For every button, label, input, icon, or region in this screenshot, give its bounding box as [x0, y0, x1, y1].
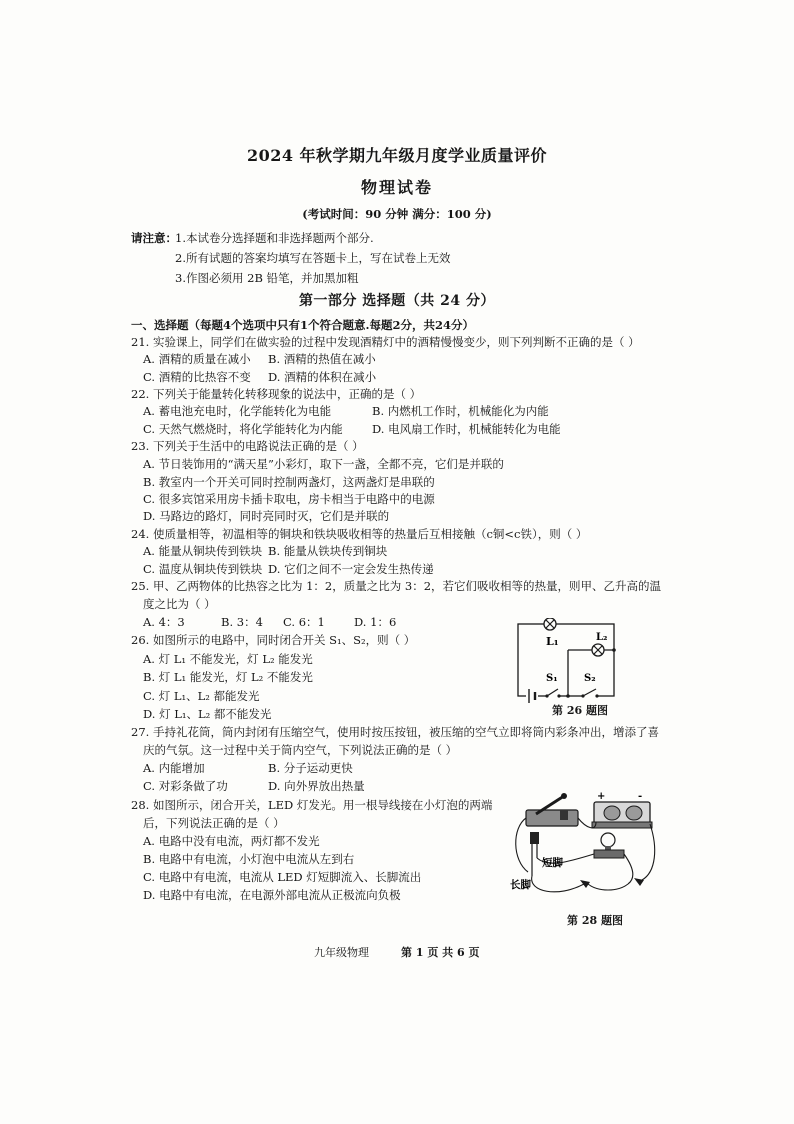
note-1: 1.本试卷分选择题和非选择题两个部分.: [175, 231, 374, 245]
q24-option-b: B. 能量从铁块传到铜块: [268, 544, 388, 558]
circuit-diagram-26: [510, 618, 630, 704]
q21-option-a: A. 酒精的质量在减小: [143, 352, 251, 366]
q27-option-b: B. 分子运动更快: [268, 761, 353, 775]
q22-option-a: A. 蓄电池充电时，化学能转化为电能: [143, 404, 332, 418]
q24-option-a: A. 能量从铜块传到铁块: [143, 544, 263, 558]
figure-28-caption: 第 28 题图: [567, 914, 623, 927]
q21-option-c: C. 酒精的比热容不变: [143, 370, 251, 384]
lamp-l2-icon: [592, 644, 604, 656]
q25-option-b: B. 3：4: [221, 615, 263, 629]
q21-option-b: B. 酒精的热值在减小: [268, 352, 376, 366]
notes-label: 请注意：: [131, 231, 177, 245]
label-long-leg: 长脚: [510, 879, 531, 891]
footer-subject: 九年级物理: [314, 946, 369, 959]
label-s1: S₁: [546, 673, 558, 684]
label-short-leg: 短脚: [542, 857, 563, 869]
q28-option-c: C. 电路中有电流，电流从 LED 灯短脚流入、长脚流出: [143, 870, 422, 884]
q27-option-a: A. 内能增加: [143, 761, 205, 775]
q22-option-d: D. 电风扇工作时，机械能转化为电能: [372, 422, 561, 436]
q27-option-d: D. 向外界放出热量: [268, 779, 365, 793]
part1-title: 第一部分 选择题（共 24 分）: [298, 293, 496, 309]
q25-option-c: C. 6：1: [283, 615, 325, 629]
q28-option-d: D. 电路中有电流，在电源外部电流从正极流向负极: [143, 888, 401, 902]
q26-option-b: B. 灯 L₁ 能发光，灯 L₂ 不能发光: [143, 670, 313, 684]
switch-s1-icon: [545, 688, 560, 698]
question-24-stem: 24. 使质量相等，初温相等的铜块和铁块吸收相等的热量后互相接触（c铜<c铁），则（ ）: [131, 527, 588, 541]
exam-title: 2024 年秋学期九年级月度学业质量评价: [246, 146, 548, 165]
q24-option-c: C. 温度从铜块传到铁块: [143, 562, 263, 576]
q26-option-a: A. 灯 L₁ 不能发光，灯 L₂ 能发光: [143, 652, 313, 666]
knife-switch-icon: [526, 793, 578, 826]
q23-option-b: B. 教室内一个开关可同时控制两盏灯，这两盏灯是串联的: [143, 475, 435, 489]
q23-option-d: D. 马路边的路灯，同时亮同时灭，它们是并联的: [143, 509, 390, 523]
exam-info: (考试时间：90 分钟 满分：100 分): [302, 207, 492, 221]
question-22-stem: 22. 下列关于能量转化转移现象的说法中，正确的是（ ）: [131, 387, 422, 401]
light-bulb-icon: [594, 833, 624, 858]
figure-26-caption: 第 26 题图: [552, 704, 608, 717]
battery-icon: [526, 688, 538, 704]
q27-option-c: C. 对彩条做了功: [143, 779, 228, 793]
label-l1: L₁: [546, 635, 559, 648]
q23-option-a: A. 节日装饰用的“满天星”小彩灯，取下一盏，全都不亮，它们是并联的: [143, 457, 504, 471]
exam-subject: 物理试卷: [360, 178, 433, 197]
q21-option-d: D. 酒精的体积在减小: [268, 370, 377, 384]
notes-block: [131, 228, 451, 285]
q23-option-c: C. 很多宾馆采用房卡插卡取电，房卡相当于电路中的电源: [143, 492, 435, 506]
q25-option-a: A. 4：3: [143, 615, 185, 629]
question-27-stem-1: 27. 手持礼花筒，筒内封闭有压缩空气，使用时按压按钮，被压缩的空气立即将筒内彩条冲出，增添了喜: [131, 725, 659, 739]
battery-box-icon: [592, 802, 652, 828]
q26-option-c: C. 灯 L₁、L₂ 都能发光: [143, 689, 260, 703]
question-25-stem-2: 度之比为（ ）: [143, 597, 216, 611]
clip-left-icon: [580, 880, 590, 888]
q24-option-d: D. 它们之间不一定会发生热传递: [268, 562, 434, 576]
section-heading: 一、选择题（每题4个选项中只有1个符合题意.每题2分，共24分）: [131, 318, 475, 332]
lamp-l1-icon: [544, 618, 556, 630]
battery-plus-label: +: [597, 791, 606, 802]
led-icon: [530, 832, 539, 876]
battery-minus-label: -: [638, 791, 643, 802]
q22-option-b: B. 内燃机工作时，机械能化为内能: [372, 404, 549, 418]
label-s2: S₂: [584, 673, 596, 684]
question-26-stem: 26. 如图所示的电路中，同时闭合开关 S₁、S₂，则（ ）: [131, 633, 416, 647]
q28-option-b: B. 电路中有电流，小灯泡中电流从左到右: [143, 852, 355, 866]
question-23-stem: 23. 下列关于生活中的电路说法正确的是（ ）: [131, 439, 364, 453]
q25-option-d: D. 1：6: [354, 615, 397, 629]
question-28-stem-1: 28. 如图所示，闭合开关，LED 灯发光。用一根导线接在小灯泡的两端: [131, 798, 493, 812]
question-25-stem-1: 25. 甲、乙两物体的比热容之比为 1：2，质量之比为 3：2，若它们吸收相等的热量，则甲、乙升高的温: [131, 579, 662, 593]
circuit-photo-28: [508, 788, 658, 900]
footer-page-number: 第 1 页 共 6 页: [401, 946, 480, 959]
question-21-stem: 21. 实验课上，同学们在做实验的过程中发现酒精灯中的酒精慢慢变少，则下列判断不正确的是（ ）: [131, 335, 640, 349]
question-28-stem-2: 后，下列说法正确的是（ ）: [143, 816, 285, 830]
q22-option-c: C. 天然气燃烧时，将化学能转化为内能: [143, 422, 343, 436]
q28-option-a: A. 电路中没有电流，两灯都不发光: [143, 834, 320, 848]
q26-option-d: D. 灯 L₁、L₂ 都不能发光: [143, 707, 272, 721]
note-3: 3.作图必须用 2B 铅笔，并加黑加粗: [175, 271, 359, 285]
label-l2: L₂: [596, 632, 608, 643]
note-2: 2.所有试题的答案均填写在答题卡上，写在试卷上无效: [175, 251, 451, 265]
switch-s2-icon: [581, 688, 598, 698]
question-27-stem-2: 庆的气氛。这一过程中关于筒内空气，下列说法正确的是（ ）: [143, 743, 458, 757]
